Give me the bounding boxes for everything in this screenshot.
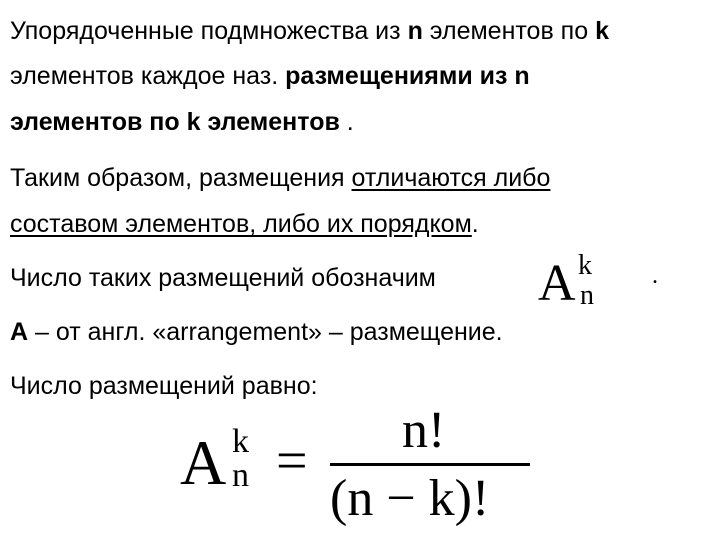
formula-numerator: n! [402,402,446,459]
formula-denominator: (n − k)! [330,470,490,527]
symbol-subscript: n [580,280,594,311]
definition-line-2 [10,61,530,91]
definition-text: Упорядоченные подмножества из [10,17,408,45]
arrangement-formula [180,402,560,535]
difference-emphasis: составом элементов, либо их порядком [10,210,472,238]
formula-subscript: n [232,457,249,494]
definition-k: k [595,17,609,45]
definition-text: элементов по [422,17,596,45]
difference-line-1 [10,163,550,193]
definition-line-3 [10,107,354,137]
fraction-bar [330,463,530,466]
formula-intro-text: Число размещений равно: [10,372,318,400]
difference-line-2 [10,209,479,239]
symbol-base: A [538,255,576,312]
formula-base: A [180,427,227,498]
formula-intro-line [10,371,318,401]
etymology-text: – от англ. «arrangement» – размещение. [28,318,503,346]
definition-term: размещениями из n [285,62,530,90]
formula-equals: = [276,430,308,492]
formula-superscript: k [232,423,249,460]
notation-line [10,263,436,293]
definition-text: . [339,108,354,136]
notation-dot: . [652,263,658,289]
difference-text: . [471,210,479,238]
definition-text: элементов каждое наз. [10,62,286,90]
difference-emphasis: отличаются либо [351,164,551,192]
symbol-superscript: k [578,250,592,281]
definition-n: n [407,17,423,45]
difference-text: Таким образом, размещения [10,164,352,192]
notation-text: Число таких размещений обозначим [10,264,436,292]
definition-line-1 [10,16,609,46]
definition-term: элементов по k элементов [10,108,340,136]
etymology-letter: А [10,318,29,346]
etymology-line [10,317,503,347]
notation-symbol [538,252,608,312]
